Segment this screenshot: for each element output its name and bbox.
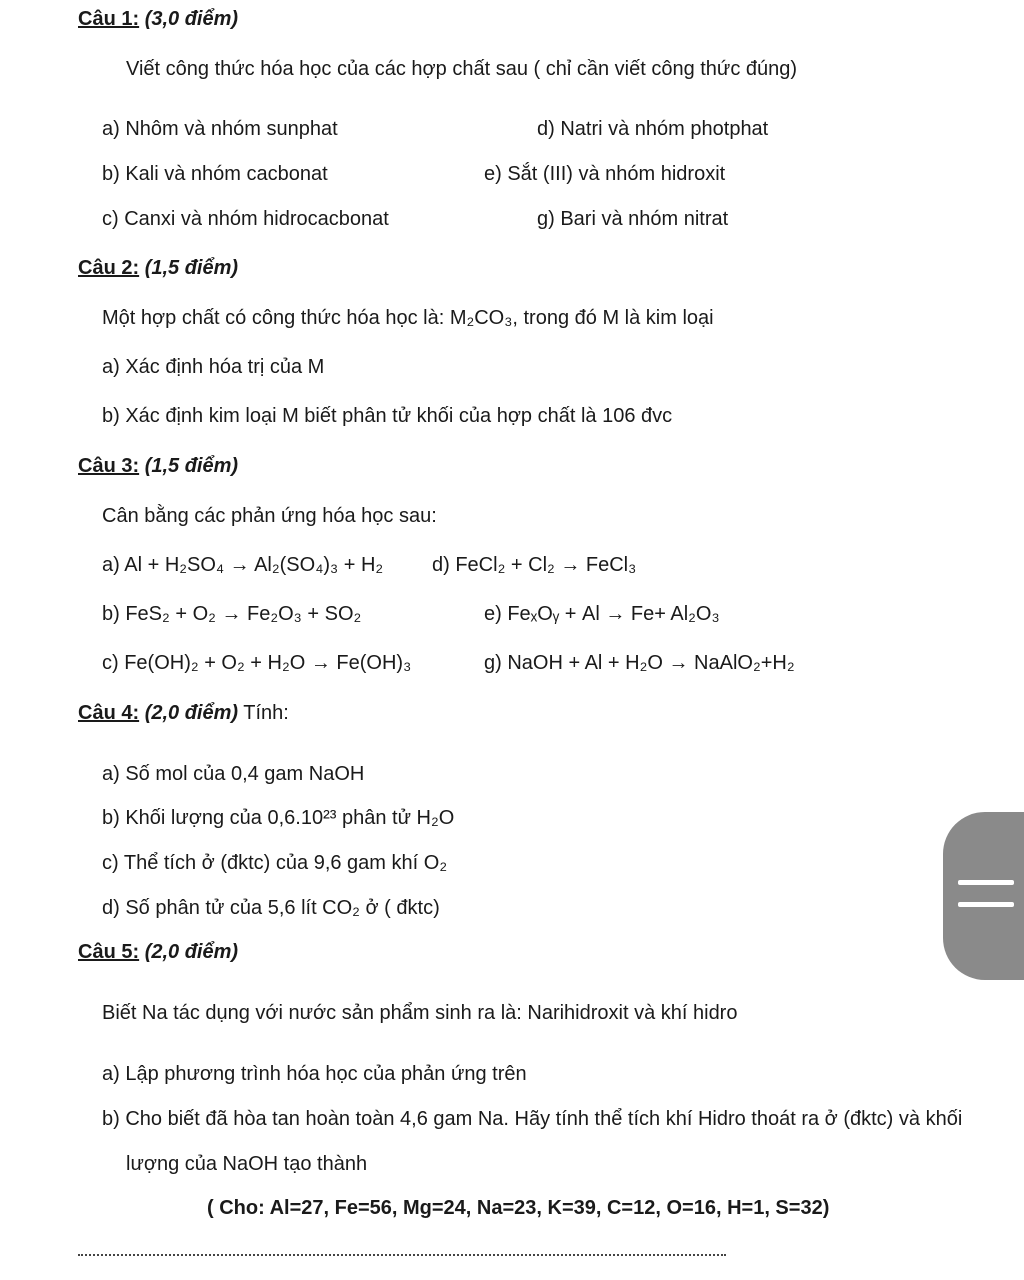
q3-reaction-a: a) Al + H₂SO₄ → Al₂(SO₄)₃ + H₂ [102, 554, 384, 576]
q3-reaction-d: d) FeCl₂ + Cl₂ → FeCl₃ [432, 554, 637, 576]
q3-points: (1,5 điểm) [144, 455, 239, 477]
q4-item-b: b) Khối lượng của 0,6.10²³ phân tử H₂O [102, 807, 455, 829]
q1-item-g: g) Bari và nhóm nitrat [537, 208, 729, 230]
q2-item-b: b) Xác định kim loại M biết phân tử khối của hợp chất là 106 đvc [102, 405, 673, 427]
q2-heading [78, 256, 238, 280]
q2-stem [102, 306, 714, 330]
q4-heading [78, 701, 289, 725]
q5-item-b-line2: lượng của NaOH tạo thành [126, 1153, 368, 1175]
q2-number: Câu 2: [78, 257, 140, 279]
q1-number: Câu 1: [78, 8, 140, 30]
q1-instruction: Viết công thức hóa học của các hợp chất sau ( chỉ cần viết công thức đúng) [126, 58, 798, 80]
q4-tail: Tính: [238, 702, 289, 724]
drag-handle-icon[interactable] [943, 812, 1024, 980]
q5-stem: Biết Na tác dụng với nước sản phẩm sinh ra là: Narihidroxit và khí hidro [102, 1002, 738, 1024]
q5-heading [78, 940, 238, 964]
q2-points: (1,5 điểm) [144, 257, 239, 279]
q5-number: Câu 5: [78, 941, 140, 963]
q4-item-c: c) Thể tích ở (đktc) của 9,6 gam khí O₂ [102, 852, 448, 874]
q3-reaction-e: e) FeₓOᵧ + Al → Fe+ Al₂O₃ [484, 603, 720, 625]
q5-item-a: a) Lập phương trình hóa học của phản ứng trên [102, 1063, 527, 1085]
q3-instruction: Cân bằng các phản ứng hóa học sau: [102, 505, 437, 527]
q1-item-d: d) Natri và nhóm photphat [537, 118, 769, 140]
q1-points: (3,0 điểm) [144, 8, 239, 30]
q3-reaction-b: b) FeS₂ + O₂ → Fe₂O₃ + SO₂ [102, 603, 362, 625]
q2-stem-formula: M₂CO₃ [449, 307, 513, 329]
q1-item-b: b) Kali và nhóm cacbonat [102, 163, 328, 185]
atomic-masses-note: ( Cho: Al=27, Fe=56, Mg=24, Na=23, K=39, C=12, O=16, H=1, S=32) [207, 1197, 830, 1219]
q3-number: Câu 3: [78, 455, 140, 477]
q3-reaction-c: c) Fe(OH)₂ + O₂ + H₂O → Fe(OH)₃ [102, 652, 412, 674]
q1-item-e: e) Sắt (III) và nhóm hidroxit [484, 163, 726, 185]
dotted-divider [78, 1254, 726, 1256]
grip-line-bottom [958, 902, 1014, 907]
q4-item-a: a) Số mol của 0,4 gam NaOH [102, 763, 365, 785]
q3-reaction-g: g) NaOH + Al + H₂O → NaAlO₂+H₂ [484, 652, 795, 674]
q3-heading [78, 454, 238, 478]
q1-heading [78, 7, 238, 31]
q2-stem-prefix: Một hợp chất có công thức hóa học là: [102, 307, 450, 329]
q2-item-a: a) Xác định hóa trị của M [102, 356, 325, 378]
q1-item-a: a) Nhôm và nhóm sunphat [102, 118, 338, 140]
q1-item-c: c) Canxi và nhóm hidrocacbonat [102, 208, 389, 230]
q4-number: Câu 4: [78, 702, 140, 724]
grip-line-top [958, 880, 1014, 885]
q2-stem-suffix: , trong đó M là kim loại [512, 307, 714, 329]
q5-item-b-line1: b) Cho biết đã hòa tan hoàn toàn 4,6 gam Na. Hãy tính thể tích khí Hidro thoát ra ở (đktc) và khối [102, 1108, 963, 1130]
q5-points: (2,0 điểm) [144, 941, 239, 963]
q4-points: (2,0 điểm) [144, 702, 239, 724]
q4-item-d: d) Số phân tử của 5,6 lít CO₂ ở ( đktc) [102, 897, 440, 919]
